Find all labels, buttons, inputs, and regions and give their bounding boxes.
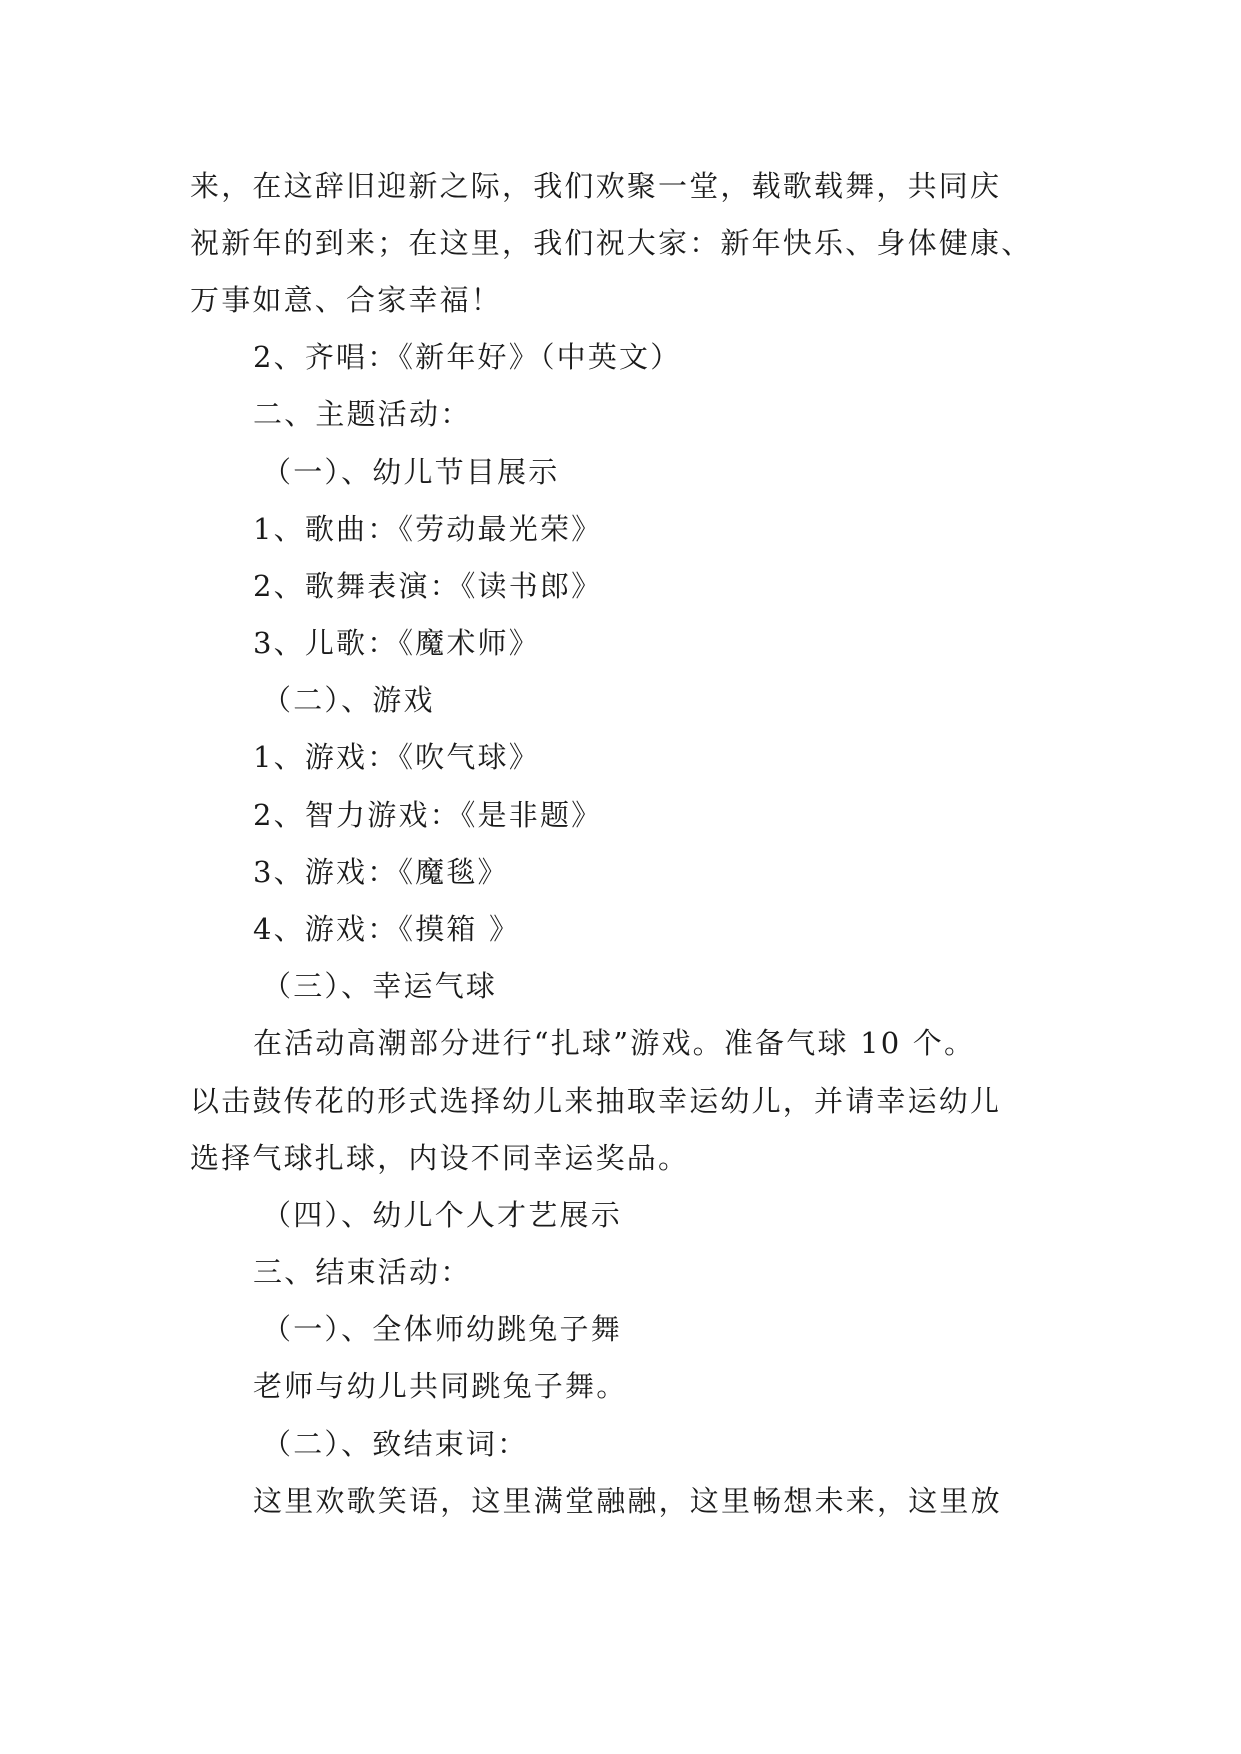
subsection-heading-talent-show: （四）、幼儿个人才艺展示 xyxy=(262,1198,622,1232)
paragraph-line-1: 来，在这辞旧迎新之际，我们欢聚一堂，载歌载舞，共同庆 xyxy=(190,169,1002,203)
game-item-1: 1、游戏：《吹气球》 xyxy=(253,740,540,774)
subsection-heading-lucky-balloon: （三）、幸运气球 xyxy=(262,969,498,1003)
program-item-chorus: 2、齐唱：《新年好》（中英文） xyxy=(253,340,682,374)
subsection-heading-performances: （一）、幼儿节目展示 xyxy=(262,455,560,489)
section-heading-closing: 三、结束活动： xyxy=(253,1255,472,1289)
paragraph-balloon-line-2: 以击鼓传花的形式选择幼儿来抽取幸运幼儿，并请幸运幼儿 xyxy=(190,1084,1002,1118)
game-item-4: 4、游戏：《摸箱 》 xyxy=(253,912,521,946)
program-item-rhyme: 3、儿歌：《魔术师》 xyxy=(253,626,540,660)
game-item-3: 3、游戏：《魔毯》 xyxy=(253,855,509,889)
subsection-heading-games: （二）、游戏 xyxy=(262,683,435,717)
paragraph-balloon-line-3: 选择气球扎球，内设不同幸运奖品。 xyxy=(190,1141,690,1175)
game-item-2: 2、智力游戏：《是非题》 xyxy=(253,798,603,832)
section-heading-main-activity: 二、主题活动： xyxy=(253,397,472,431)
paragraph-line-3: 万事如意、合家幸福！ xyxy=(190,283,503,317)
paragraph-closing-speech: 这里欢歌笑语，这里满堂融融，这里畅想未来，这里放 xyxy=(253,1484,1002,1518)
subsection-heading-closing-speech: （二）、致结束词： xyxy=(262,1427,529,1461)
program-item-dance: 2、歌舞表演：《读书郎》 xyxy=(253,569,603,603)
paragraph-balloon-line-1: 在活动高潮部分进行“扎球”游戏。准备气球 10 个。 xyxy=(253,1026,976,1060)
program-item-song: 1、歌曲：《劳动最光荣》 xyxy=(253,512,603,546)
subsection-heading-bunny-dance: （一）、全体师幼跳兔子舞 xyxy=(262,1312,622,1346)
paragraph-line-2: 祝新年的到来；在这里，我们祝大家：新年快乐、身体健康、 xyxy=(190,226,1033,260)
paragraph-bunny-dance: 老师与幼儿共同跳兔子舞。 xyxy=(253,1369,628,1403)
